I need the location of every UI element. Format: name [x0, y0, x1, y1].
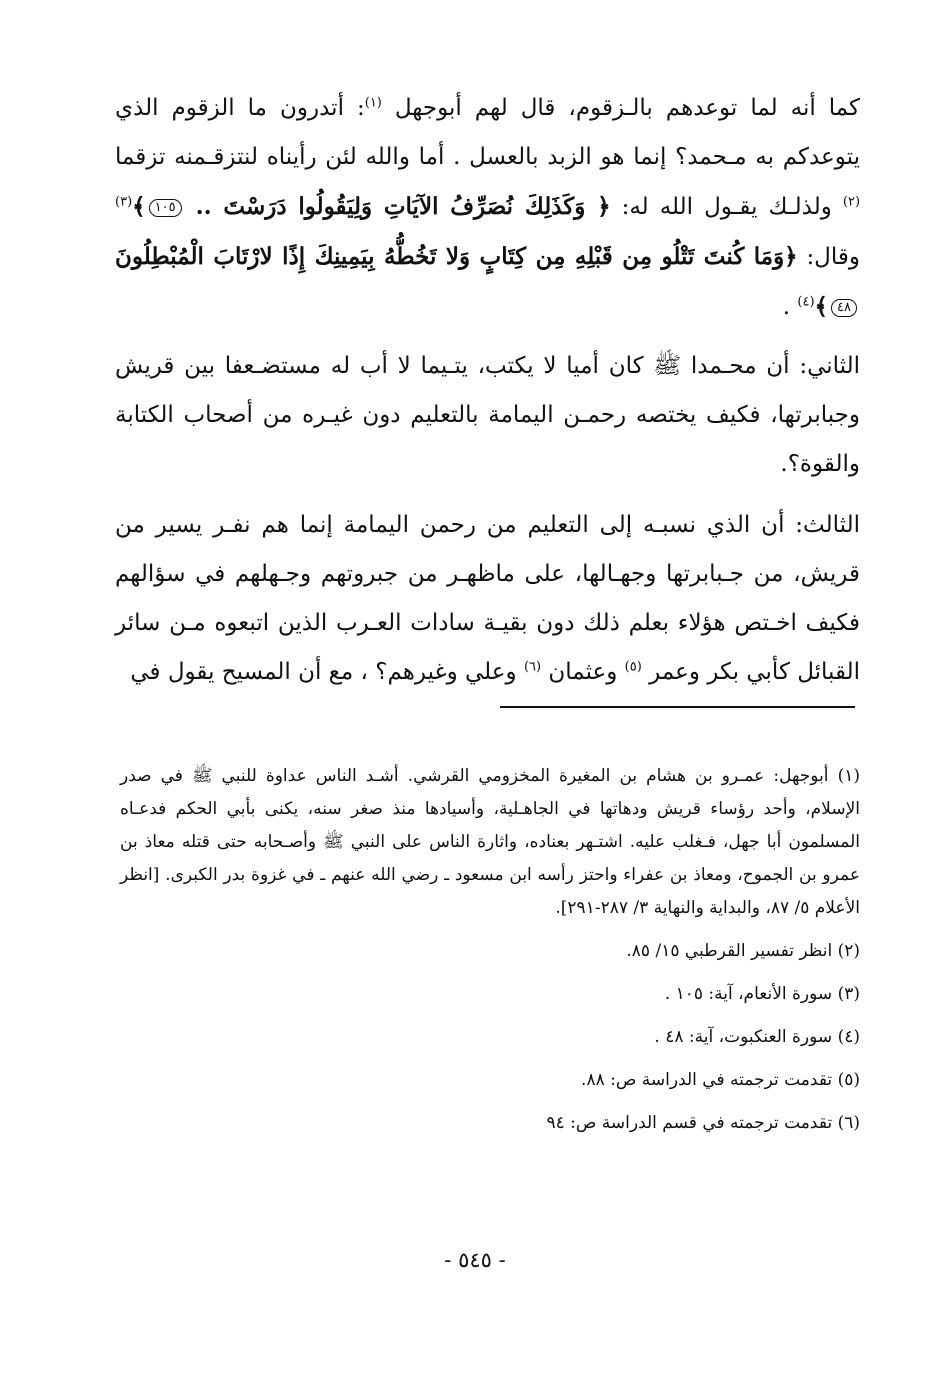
paragraph-text: وعثمان	[548, 659, 618, 685]
footnote-ref[interactable]: (١)	[364, 95, 382, 111]
page-number: - ٥٤٥ -	[444, 1248, 506, 1272]
text-line: .	[782, 294, 798, 320]
footnote-ref[interactable]: (٤)	[797, 294, 815, 310]
footnote-text: سورة الأنعام، آية: ١٠٥ .	[664, 984, 833, 1004]
aya-number-badge: ٤٨	[831, 299, 857, 317]
verse-close-bracket: ﴾	[132, 193, 146, 220]
paragraph-1	[115, 84, 860, 332]
footnote-text: تقدمت ترجمته في الدراسة ص: ٨٨.	[581, 1070, 833, 1090]
footnote-ref[interactable]: (٦)	[523, 659, 542, 675]
paragraph-2: الثاني: أن محـمدا ﷺ كان أميا لا يكتب، يتـيما لا أب له مستضـعفا بين قريش وجبابرتها، فكيف يختصه رحمـن اليمامة بالتعليم دون غيـره من أصحاب الكتابة والقوة؟.	[115, 353, 860, 477]
quran-verse: ﴿وَمَا كُنتَ تَتْلُو مِن قَبْلِهِ مِن كِتَابٍ وَلا تَخُطُّهُ بِيَمِينِكَ إِذًا لارْتَابَ الْمُبْطِلُونَ	[115, 243, 798, 270]
text-line: كما أنه لما توعدهم بالـزقوم، قال لهم أبوجهل	[394, 95, 861, 121]
text-line: : أتدرون ما الزقوم الذي	[115, 95, 365, 121]
footnotes	[120, 760, 860, 1150]
footnote-item	[120, 935, 860, 968]
footnote-number: (٥)	[837, 1070, 860, 1090]
footnote-text: انظر تفسير القرطبي ١٥/ ٨٥.	[626, 941, 833, 961]
verse-close-bracket: ﴾	[814, 293, 829, 320]
footnote-number: (٣)	[837, 984, 860, 1004]
footnote-ref[interactable]: (٢)	[842, 194, 861, 210]
footnote-ref[interactable]: (٥)	[624, 659, 642, 675]
footnote-number: (٢)	[837, 941, 860, 961]
quran-verse: ﴿ وَكَذَلِكَ نُصَرِّفُ الآيَاتِ وَلِيَقُولُوا دَرَسْتَ ..	[195, 193, 611, 220]
footnote-number: (٤)	[837, 1027, 860, 1047]
footnote-ref[interactable]: (٣)	[115, 194, 133, 210]
footnote-item	[120, 978, 860, 1011]
footnote-divider	[500, 706, 855, 708]
aya-number-badge: ١٠٥	[149, 199, 182, 217]
footnote-item	[120, 1064, 860, 1097]
footnote-text: سورة العنكبوت، آية: ٤٨ .	[654, 1027, 833, 1047]
footnote-text: تقدمت ترجمته في قسم الدراسة ص: ٩٤	[546, 1113, 833, 1133]
main-text	[115, 84, 860, 709]
paragraph-text: وعلي وغيرهم؟ ، مع أن المسيح يقول في	[130, 659, 517, 685]
text-line: ولذلـك يقـول الله له:	[621, 194, 832, 220]
footnote-number: (٦)	[837, 1113, 860, 1133]
footnote-number: (١)	[837, 766, 860, 786]
footnote-text: أبوجهل: عمـرو بن هشام بن المغيرة المخزومي القرشي. أشـد الناس عداوة للنبي ﷺ في صدر الإسلام، وأحد رؤساء قريش ودهاتها في الجاهـلية، وأسيادها منذ صغر سنه، يكنى بأبي الحكم فدعـاه المسلمون أبا جهل، فـغلب عليه. اشتـهر بعناده، واثارة الناس على النبي ﷺ وأصـحابه حتى قتله معاذ بن عمرو بن الجموح، ومعاذ بن عفراء واحتز رأسه ابن مسعود ـ رضي الله عنهم ـ في غزوة بدر الكبرى. [انظر الأعلام ٥/ ٨٧، والبداية والنهاية ٣/ ٢٨٧-٢٩١].	[120, 766, 860, 918]
footnote-item	[120, 1021, 860, 1054]
footnote-item	[120, 1107, 860, 1140]
footnote-item	[120, 760, 860, 925]
paragraph-3	[115, 501, 860, 697]
paragraph-text: الثالث: أن الذي نسبـه إلى التعليم من رحمن اليمامة إنما هم نفـر يسير من قريش، من جـبابرتها وجهـالها، على ماظهـر من جبروتهم وجـهلهم في سؤالهم فكيف اخـتص هؤلاء بعلم ذلك دون بقيـة سادات العـرب الذين اتبعوه مـن سائر القبائل كأبي بكر وعمر	[115, 512, 860, 685]
text-line: يتوعدكم به مـحمد؟ إنما هو الزبد بالعسل . أما والله لئن رأيناه لنتزقـمنه تزقما	[115, 144, 860, 170]
text-line: وقال:	[806, 244, 861, 270]
